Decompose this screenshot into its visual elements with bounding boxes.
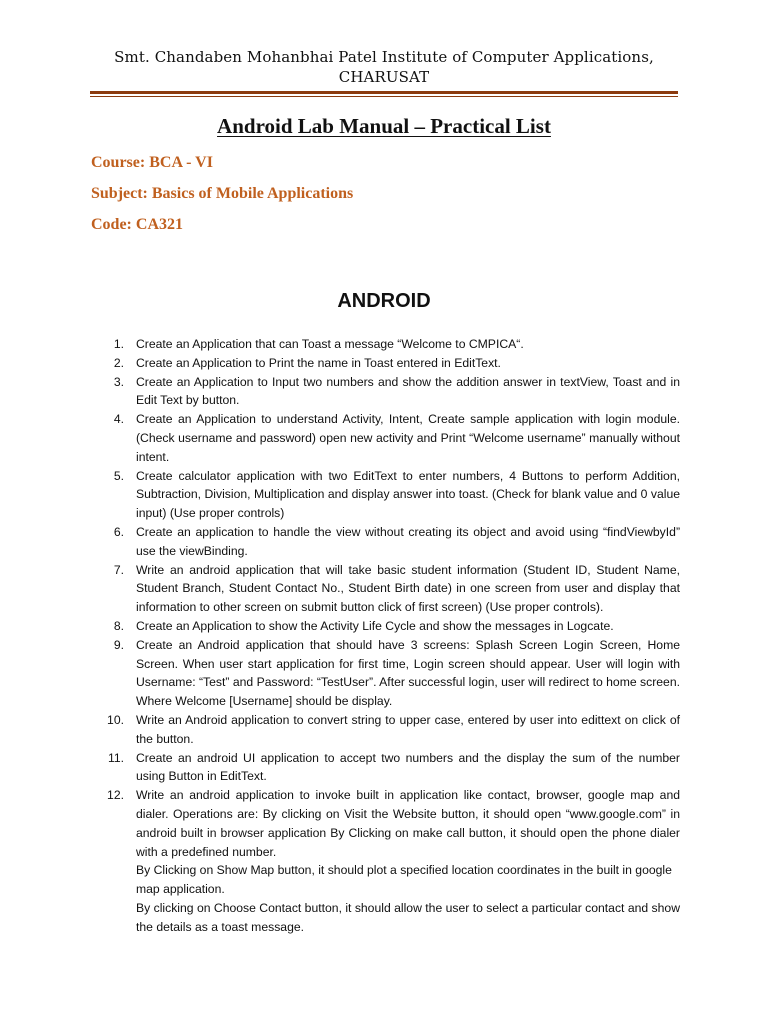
- practical-number: 11.: [107, 750, 124, 765]
- practical-item: [100, 523, 680, 561]
- practical-item: [100, 617, 680, 636]
- subject-label: Subject: Basics of Mobile Applications: [91, 185, 354, 202]
- header-divider-thick: [90, 91, 678, 94]
- practical-text: Write an android application to invoke built in application like contact, browser, google map and dialer. Operations are: By clicking on Visit the Website button, it should open “www.google.com” in android built in browser application By Clicking on make call button, it should open the phone dialer with a predefined number.: [136, 788, 680, 859]
- practical-item: [100, 467, 680, 523]
- practical-item: [100, 354, 680, 373]
- practical-number: 2.: [113, 355, 124, 370]
- practical-text: Create an android UI application to accept two numbers and the display the sum of the number using Button in EditText.: [136, 750, 680, 784]
- practical-number: 10.: [107, 712, 124, 727]
- practical-item: [100, 636, 680, 711]
- practical-list: [100, 335, 680, 937]
- institute-name-line2: CHARUSAT: [338, 68, 430, 86]
- practical-number: 7.: [113, 562, 124, 577]
- practical-text: Create an Application that can Toast a message “Welcome to CMPICA“.: [136, 337, 524, 351]
- code-label: Code: CA321: [91, 216, 183, 233]
- practical-item: [100, 373, 680, 411]
- practical-text: Create an Application to Print the name in Toast entered in EditText.: [136, 355, 501, 370]
- practical-text: Create an Android application that should have 3 screens: Splash Screen Login Screen, Home Screen. When user start application for first time, Login screen should appear. User will login with Username: “Test” and Password: “TestUser”. After successful login, user will redirect to home screen. Where Welcome [Username] should be display.: [136, 637, 680, 709]
- practical-number: 8.: [113, 618, 124, 633]
- practical-text: Create an Application to Input two numbers and show the addition answer in textView, Toast and in Edit Text by button.: [136, 374, 680, 408]
- practical-number: 5.: [113, 468, 124, 483]
- practical-text: Create an application to handle the view without creating its object and avoid using “findViewbyId” use the viewBinding.: [136, 524, 680, 558]
- practical-number: 1.: [113, 337, 124, 351]
- practical-number: 6.: [113, 524, 124, 539]
- practical-text-continued: By Clicking on Show Map button, it should plot a specified location coordinates in the built in google map application.: [136, 863, 672, 897]
- practical-number: 9.: [113, 637, 124, 652]
- practical-item: [100, 410, 680, 466]
- practical-number: 4.: [113, 412, 124, 427]
- practical-text: Create an Application to show the Activity Life Cycle and show the messages in Logcate.: [136, 618, 614, 633]
- practical-item: [100, 786, 680, 936]
- institute-name-line1: Smt. Chandaben Mohanbhai Patel Institute of Computer Applications,: [114, 48, 654, 66]
- practical-item: [100, 561, 680, 617]
- practical-number: 3.: [113, 374, 124, 389]
- practical-text: Create an Application to understand Activity, Intent, Create sample application with login module. (Check username and password) open new activity and Print “Welcome username” manually without intent.: [136, 412, 680, 464]
- course-label: Course: BCA - VI: [91, 154, 213, 171]
- practical-item: [100, 711, 680, 749]
- practical-text: Create calculator application with two EditText to enter numbers, 4 Buttons to perform Addition, Subtraction, Division, Multiplication and display answer into toast. (Check for blank value and 0 value input) (Use proper controls): [136, 468, 680, 521]
- document-title: Android Lab Manual – Practical List: [217, 114, 551, 138]
- section-heading: ANDROID: [337, 290, 431, 312]
- practical-number: 12.: [107, 788, 124, 803]
- practical-text: Write an android application that will take basic student information (Student ID, Student Name, Student Branch, Student Contact No., Student Birth date) in one screen from user and display that information to other screen on submit button click of first screen) (Use proper controls).: [136, 562, 680, 615]
- practical-text-continued: By clicking on Choose Contact button, it should allow the user to select a particular contact and show the details as a toast message.: [136, 900, 680, 934]
- practical-text: Write an Android application to convert string to upper case, entered by user into edittext on click of the button.: [136, 712, 680, 746]
- header-divider-thin: [90, 96, 678, 97]
- practical-item: [100, 749, 680, 787]
- practical-item: [100, 335, 680, 354]
